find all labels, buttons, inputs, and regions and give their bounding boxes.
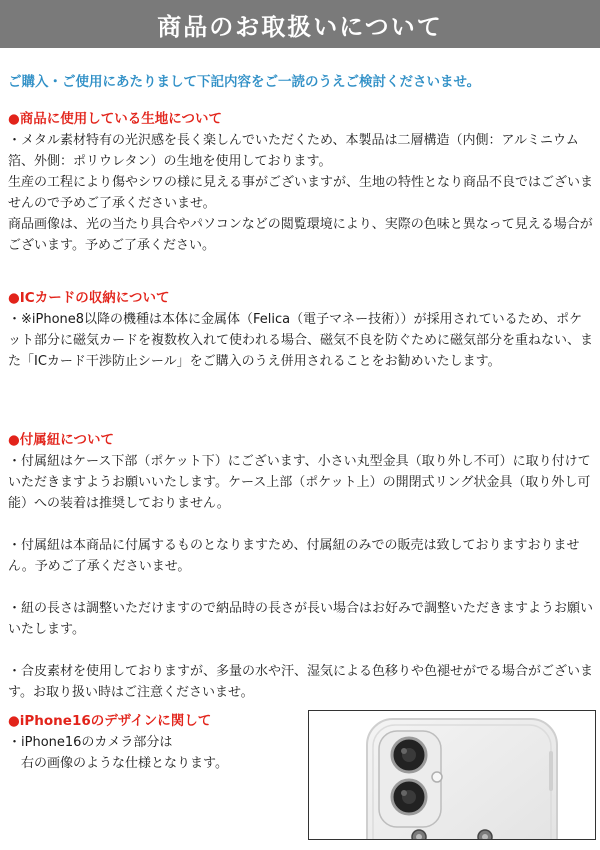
section-iphone16 [8,710,308,774]
section-heading: ●ICカードの収納について [8,290,170,306]
intro-text: ご購入・ご使用にあたりまして下記内容をご一読のうえご検討くださいませ。 [8,74,481,90]
iphone16-camera-image [308,710,596,840]
section-paragraph: ・付属紐はケース下部（ポケット下）にございます、小さい丸型金具（取り外し不可）に取り付けていただきますようお願いいたします。ケース上部（ポケット上）の開閉式リング状金具（取り外し可能）への装着は推奨しておりません。 [8,454,591,511]
section-paragraph: 商品画像は、光の当たり具合やパソコンなどの閲覧環境により、実際の色味と異なって見える場合がございます。予めご了承ください。 [8,217,593,253]
section-heading: ●付属紐について [8,432,115,448]
section-paragraph: ・紐の長さは調整いただけますので納品時の長さが長い場合はお好みで調整いただきますようお願いいたします。 [8,601,594,637]
section-heading: ●iPhone16のデザインに関して [8,713,212,729]
flash-icon [432,772,442,782]
section-paragraph: 生産の工程により傷やシワの様に見える事がございますが、生地の特性となり商品不良ではございませんので予めご了承くださいませ。 [8,175,594,211]
section-paragraph: ・メタル素材特有の光沢感を長く楽しんでいただくため、本製品は二層構造（内側：アルミニウム箔、外側：ポリウレタン）の生地を使用しております。 [8,133,579,169]
section-ic-card [8,287,593,372]
section-heading: ●商品に使用している生地について [8,111,223,127]
title-banner [0,0,600,48]
section-fabric [8,108,593,256]
section-paragraph: ・iPhone16のカメラ部分は [8,735,173,750]
section-strap [8,429,593,703]
section-paragraph: ・合皮素材を使用しておりますが、多量の水や汗、湿気による色移りや色褪せがでる場合がございます。お取り扱い時はご注意くださいませ。 [8,664,594,700]
section-paragraph: 右の画像のような仕様となります。 [8,756,228,771]
section-paragraph: ・※iPhone8以降の機種は本体に金属体（Felica（電子マネー技術））が採用されているため、ポケット部分に磁気カードを複数枚入れて使われる場合、磁気不良を防ぐために磁気部分を重ねない、また「ICカード干渉防止シール」をご購入のうえ併用されることをお勧めいたします。 [8,312,594,369]
section-paragraph: ・付属紐は本商品に付属するものとなりますため、付属紐のみでの販売は致しておりますおりません。予めご了承くださいませ。 [8,538,580,574]
phone-case-illustration [309,711,596,840]
page-title: 商品のお取扱いについて [157,12,443,41]
